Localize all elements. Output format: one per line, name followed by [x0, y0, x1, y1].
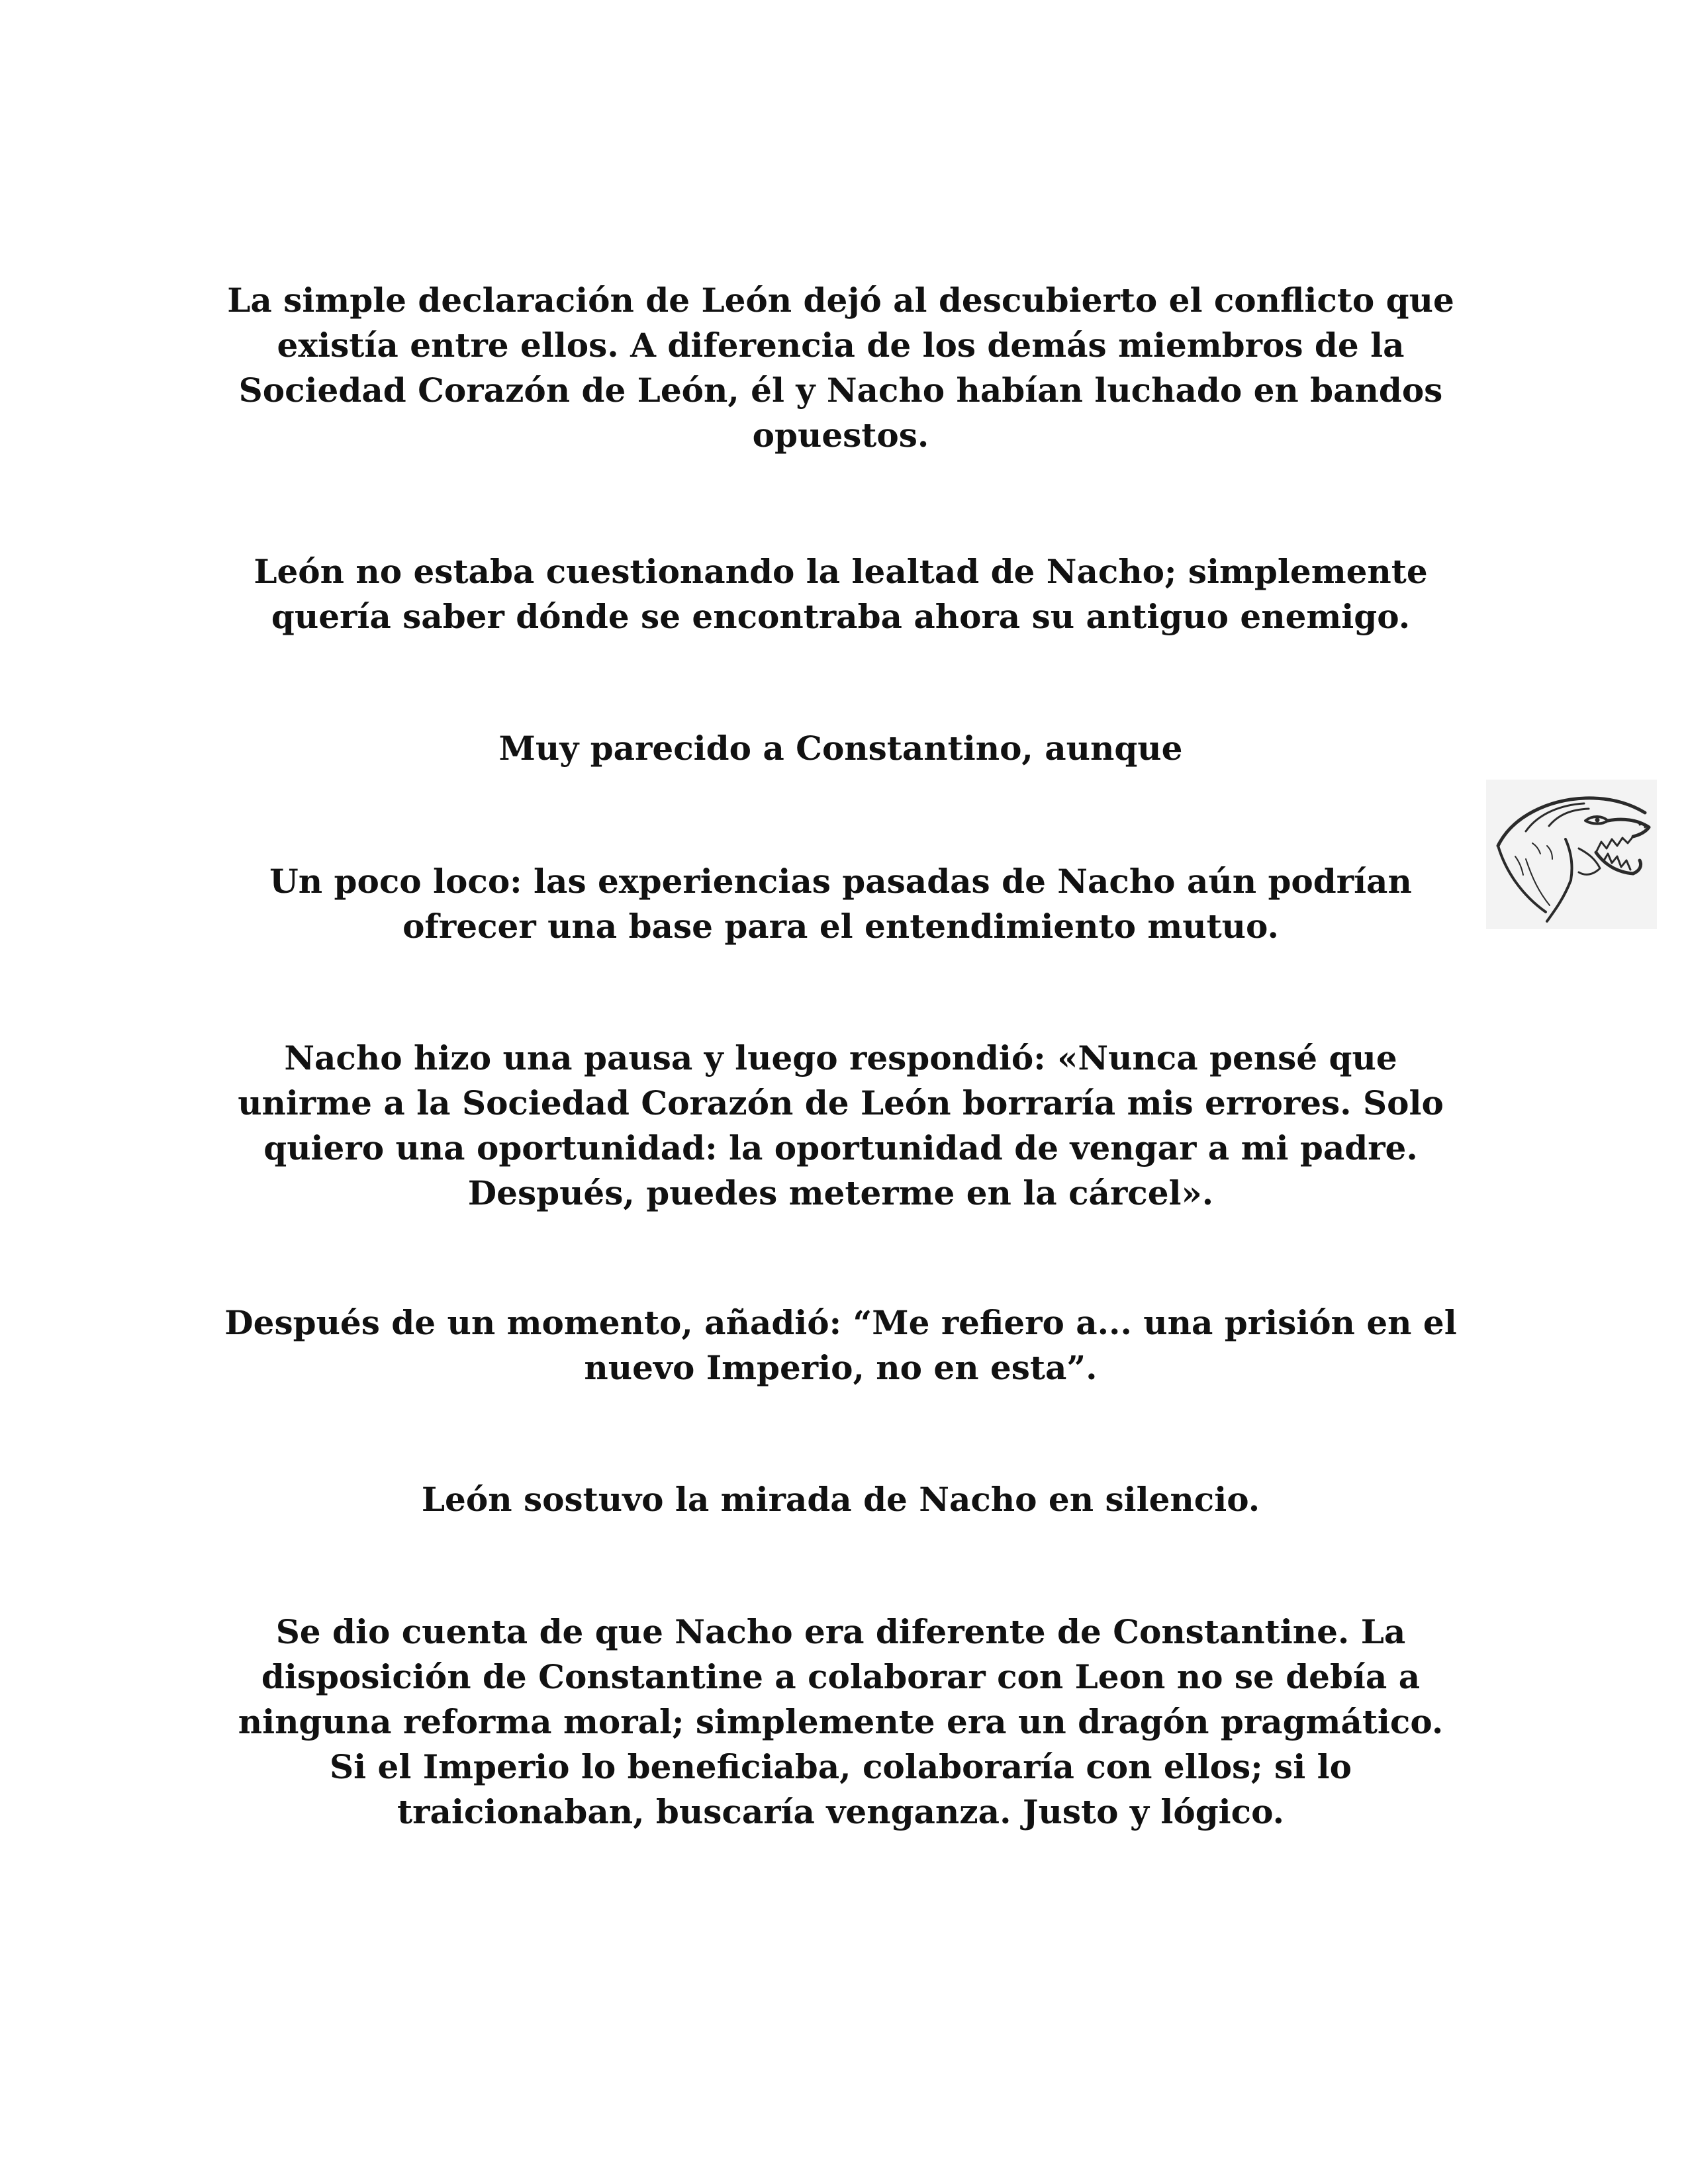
paragraph-2: León no estaba cuestionando la lealtad de Nacho; simplemente quería saber dónde se encontraba ahora su antiguo enemigo.: [254, 552, 1428, 636]
paragraph-7: León sostuvo la mirada de Nacho en silencio.: [421, 1480, 1260, 1519]
paragraph-1: La simple declaración de León dejó al descubierto el conflicto que existía entre ellos. A diferencia de los demás miembros de la Sociedad Corazón de León, él y Nacho habían luchado en bandos opuestos.: [227, 281, 1454, 455]
paragraph-4: Un poco loco: las experiencias pasadas de Nacho aún podrían ofrecer una base para el entendimiento mutuo.: [269, 862, 1412, 946]
paragraph-5: Nacho hizo una pausa y luego respondió: «Nunca pensé que unirme a la Sociedad Corazón de León borraría mis errores. Solo quiero una oportunidad: la oportunidad de vengar a mi padre. Después, puedes meterme en la cárcel».: [238, 1038, 1444, 1212]
paragraph-3: Muy parecido a Constantino, aunque: [498, 729, 1183, 768]
paragraph-8: Se dio cuenta de que Nacho era diferente de Constantine. La disposición de Constantine a colaborar con Leon no se debía a ninguna reforma moral; simplemente era un dragón pragmático. Si el Imperio lo beneficiaba, colaboraría con ellos; si lo traicionaban, buscaría venganza. Justo y lógico.: [238, 1612, 1444, 1831]
paragraph-6: Después de un momento, añadió: “Me refiero a... una prisión en el nuevo Imperio, no en esta”.: [224, 1303, 1457, 1387]
dragon-head-sketch-icon: [1486, 780, 1657, 929]
